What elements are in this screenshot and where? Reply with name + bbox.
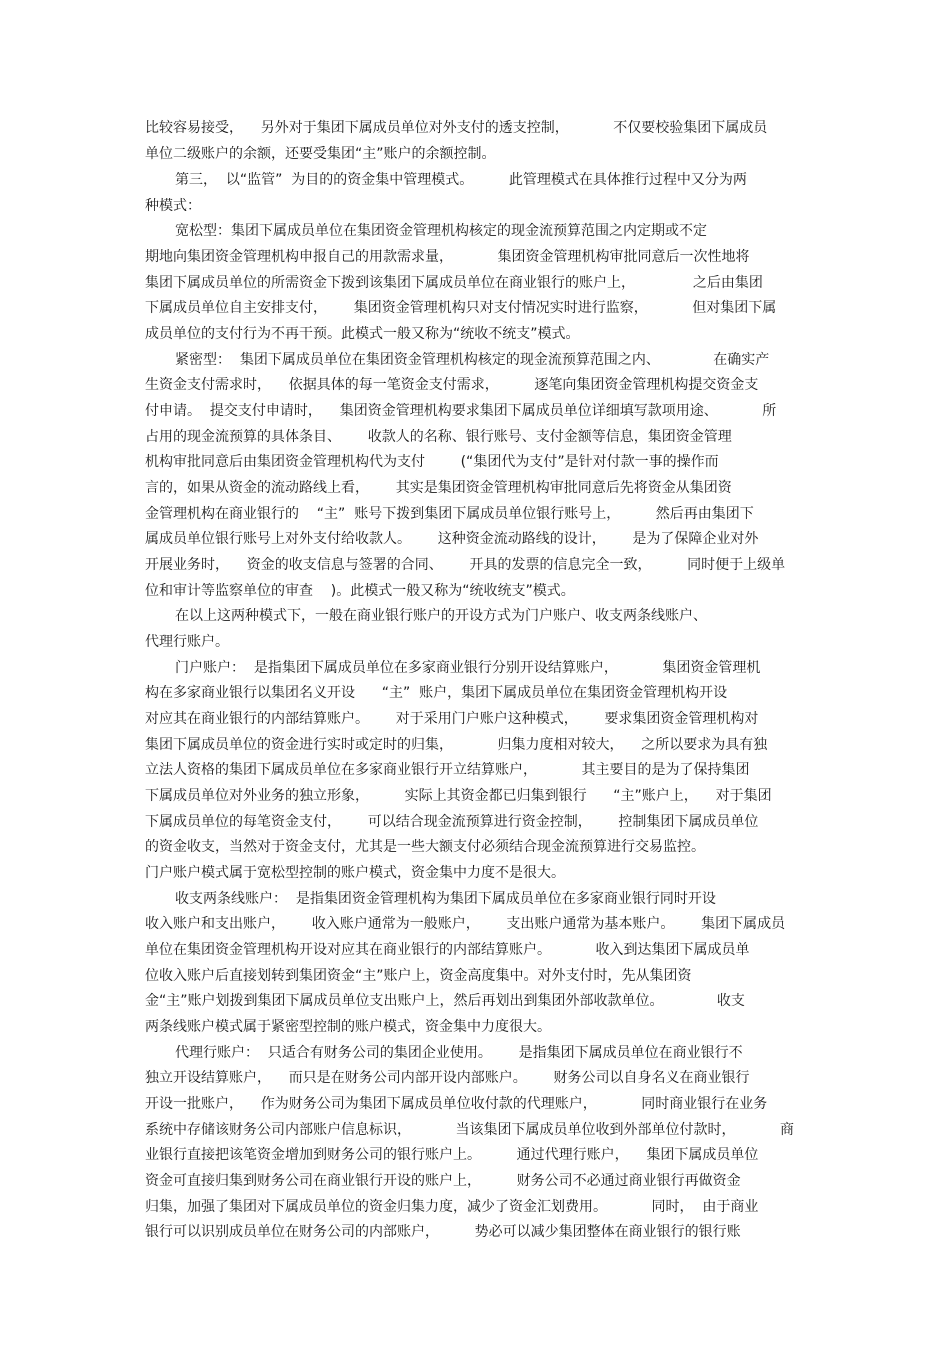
text-line: 金管理机构在商业银行的 “主” 账号下拨到集团下属成员单位银行账号上， 然后再由集团下 [145,506,754,522]
text-line: 位和审计等监察单位的审查 )。此模式一般又称为“统收统支”模式。 [145,583,575,599]
text-line: 比较容易接受， 另外对于集团下属成员单位对外支付的透支控制， 不仅要校验集团下属成员 [145,120,768,136]
text-line: 单位二级账户的余额，还要受集团“主”账户的余额控制。 [145,146,496,162]
paragraph-start-line: 宽松型：集团下属成员单位在集团资金管理机构核定的现金流预算范围之内定期或不定 [175,223,707,239]
text-line: 构在多家商业银行以集团名义开设 “主” 账户，集团下属成员单位在集团资金管理机构开设 [145,685,728,701]
paragraph-start-line: 收支两条线账户： 是指集团资金管理机构为集团下属成员单位在多家商业银行同时开设 [175,891,716,907]
text-line: 独立开设结算账户， 而只是在财务公司内部开设内部账户。 财务公司以自身名义在商业银行 [145,1070,750,1086]
text-line: 集团下属成员单位的所需资金下拨到该集团下属成员单位在商业银行的账户上， 之后由集团 [145,275,763,291]
text-line: 言的，如果从资金的流动路线上看， 其实是集团资金管理机构审批同意后先将资金从集团资 [145,480,732,496]
text-line: 下属成员单位自主安排支付， 集团资金管理机构只对支付情况实时进行监察， 但对集团下属 [145,300,777,316]
text-line: 金“主”账户划拨到集团下属成员单位支出账户上，然后再划出到集团外部收款单位。 收支 [145,993,745,1009]
text-line: 开展业务时， 资金的收支信息与签署的合同、 开具的发票的信息完全一致， 同时便于上级单 [145,557,786,573]
paragraph-start-line: 代理行账户： 只适合有财务公司的集团企业使用。 是指集团下属成员单位在商业银行不 [175,1045,743,1061]
text-line: 成员单位的支付行为不再干预。此模式一般又称为“统收不统支”模式。 [145,326,580,342]
text-line: 对应其在商业银行的内部结算账户。 对于采用门户账户这种模式， 要求集团资金管理机构对 [145,711,759,727]
paragraph-start-line: 门户账户： 是指集团下属成员单位在多家商业银行分别开设结算账户， 集团资金管理机 [175,660,761,676]
text-line: 代理行账户。 [145,634,229,650]
text-line: 机构审批同意后由集团资金管理机构代为支付 (“集团代为支付”是针对付款一事的操作而 [145,454,719,470]
text-line: 种模式： [145,198,201,214]
text-line: 属成员单位银行账号上对外支付给收款人。 这种资金流动路线的设计， 是为了保障企业对外 [145,531,759,547]
text-line: 生资金支付需求时， 依据具体的每一笔资金支付需求， 逐笔向集团资金管理机构提交资金支 [145,377,759,393]
text-line: 位收入账户后直接划转到集团资金“主”账户上，资金高度集中。对外支付时，先从集团资 [145,968,692,984]
text-line: 付申请。 提交支付申请时， 集团资金管理机构要求集团下属成员单位详细填写款项用途、 所 [145,403,777,419]
text-line: 收入账户和支出账户， 收入账户通常为一般账户， 支出账户通常为基本账户。 集团下属成员 [145,916,786,932]
text-line: 系统中存储该财务公司内部账户信息标识， 当该集团下属成员单位收到外部单位付款时， 商 [145,1122,795,1138]
text-line: 集团下属成员单位的资金进行实时或定时的归集， 归集力度相对较大， 之所以要求为具有独 [145,737,768,753]
text-line: 门户账户模式属于宽松型控制的账户模式，资金集中力度不是很大。 [145,865,565,881]
text-line: 单位在集团资金管理机构开设对应其在商业银行的内部结算账户。 收入到达集团下属成员单 [145,942,750,958]
text-line: 业银行直接把该笔资金增加到财务公司的银行账户上。 通过代理行账户， 集团下属成员单位 [145,1147,759,1163]
paragraph-start-line: 第三， 以“监管” 为目的的资金集中管理模式。 此管理模式在具体推行过程中又分为两 [175,172,747,188]
text-line: 开设一批账户， 作为财务公司为集团下属成员单位收付款的代理账户， 同时商业银行在业务 [145,1096,768,1112]
text-line: 立法人资格的集团下属成员单位在多家商业银行开立结算账户， 其主要目的是为了保持集团 [145,762,750,778]
text-line: 归集，加强了集团对下属成员单位的资金归集力度，减少了资金汇划费用。 同时， 由于商业 [145,1199,759,1215]
paragraph-start-line: 紧密型： 集团下属成员单位在集团资金管理机构核定的现金流预算范围之内、 在确实产 [175,352,770,368]
text-line: 下属成员单位对外业务的独立形象， 实际上其资金都已归集到银行 “主”账户上， 对于集团 [145,788,772,804]
text-line: 下属成员单位的每笔资金支付， 可以结合现金流预算进行资金控制， 控制集团下属成员单位 [145,814,759,830]
text-line: 银行可以识别成员单位在财务公司的内部账户， 势必可以减少集团整体在商业银行的银行账 [145,1224,741,1240]
paragraph-start-line: 在以上这两种模式下，一般在商业银行账户的开设方式为门户账户、收支两条线账户、 [175,608,707,624]
text-line: 两条线账户模式属于紧密型控制的账户模式，资金集中力度很大。 [145,1019,551,1035]
text-line: 的资金收支，当然对于资金支付，尤其是一些大额支付必须结合现金流预算进行交易监控。 [145,839,705,855]
text-line: 占用的现金流预算的具体条目、 收款人的名称、银行账号、支付金额等信息，集团资金管理 [145,429,732,445]
text-line: 资金可直接归集到财务公司在商业银行开设的账户上， 财务公司不必通过商业银行再做资金 [145,1173,741,1189]
text-line: 期地向集团资金管理机构申报自己的用款需求量， 集团资金管理机构审批同意后一次性地将 [145,249,750,265]
